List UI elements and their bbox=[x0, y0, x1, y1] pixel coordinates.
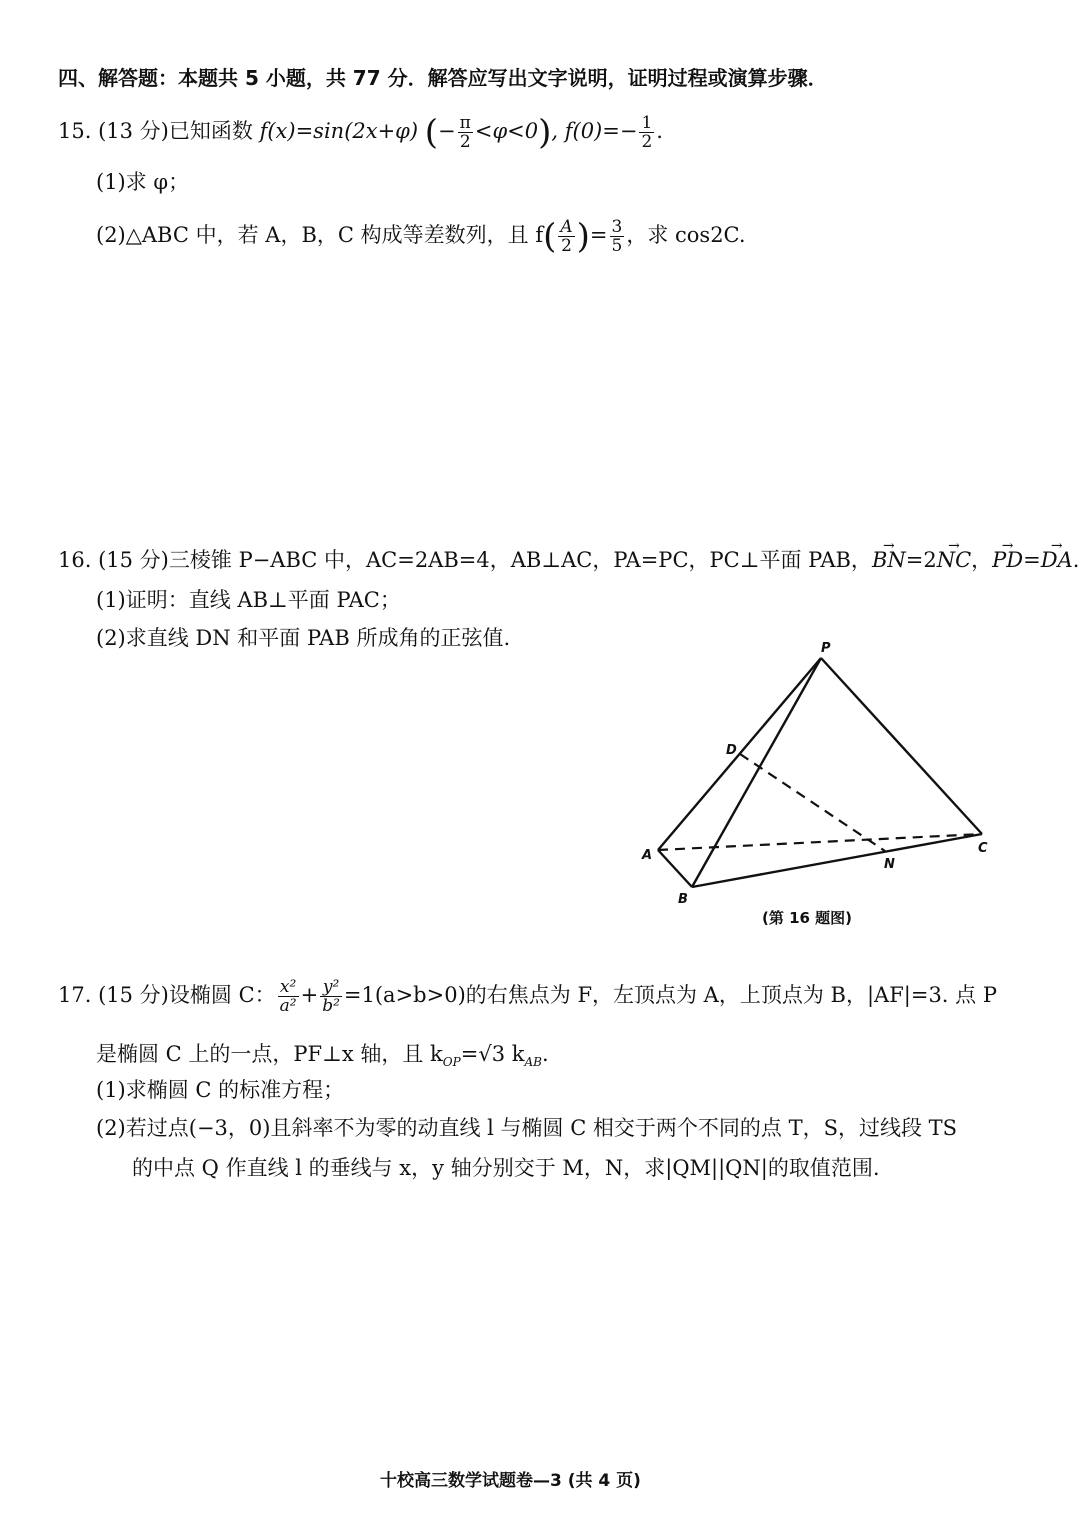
q16-part1: (1)证明：直线 AB⊥平面 PAC； bbox=[96, 588, 401, 612]
section-header: 四、解答题：本题共 5 小题，共 77 分．解答应写出文字说明，证明过程或演算步骤． bbox=[58, 66, 828, 90]
q15-stem-prefix: 已知函数 bbox=[168, 119, 253, 143]
q15-end: . bbox=[656, 119, 663, 143]
edge-pb bbox=[692, 658, 821, 887]
q16-part2: (2)求直线 DN 和平面 PAB 所成角的正弦值. bbox=[96, 626, 511, 650]
q17-plus: + bbox=[300, 983, 319, 1007]
q17-line2-end: . bbox=[541, 1042, 549, 1066]
q15-part2: (2)△ABC 中，若 A，B，C 构成等差数列，且 f( $\frac{A}{2}$ )= $\frac{3}{5}$ ，求 cos2C. bbox=[96, 216, 746, 257]
q16-points: (15 分) bbox=[98, 548, 169, 572]
q15-cond-left: − bbox=[438, 119, 456, 143]
edge-pa bbox=[658, 658, 821, 850]
q16-end: . bbox=[1072, 548, 1080, 572]
vector-pd: → PD bbox=[992, 546, 1023, 574]
q15-part2-suffix: ，求 cos2C. bbox=[626, 223, 746, 247]
q17-part1: (1)求椭圆 C 的标准方程； bbox=[96, 1078, 345, 1102]
label-c: C bbox=[978, 841, 988, 856]
q17-eq-sqrt: =√3 k bbox=[460, 1042, 525, 1066]
q15-part2-paren-close: ) bbox=[576, 216, 590, 257]
q15-frac-a2: $\frac{A}{2}$ bbox=[560, 217, 573, 256]
label-d: D bbox=[726, 743, 737, 758]
vector-da: → DA bbox=[1041, 546, 1073, 574]
label-b: B bbox=[678, 892, 688, 907]
vector-nc: → NC bbox=[937, 546, 971, 574]
q16-comma: ， bbox=[971, 548, 993, 572]
q15-stem bbox=[58, 114, 663, 151]
q17-line2-text: 是椭圆 C 上的一点，PF⊥x 轴，且 k bbox=[96, 1042, 443, 1066]
q15-points: (13 分) bbox=[98, 119, 169, 143]
segment-dn-hidden bbox=[740, 754, 885, 851]
q17-part2-line1: (2)若过点(−3，0)且斜率不为零的动直线 l 与椭圆 C 相交于两个不同的点 T，S，过线段 TS bbox=[96, 1116, 958, 1140]
edge-ab bbox=[658, 850, 692, 887]
label-p: P bbox=[821, 641, 831, 656]
q15-frac-pi2: $\frac{\pi}{2}$ bbox=[459, 113, 471, 152]
q17-frac-x: $\frac{\text{x²}}{\text{a²}}$ bbox=[279, 977, 297, 1016]
q17-sub-ab: AB bbox=[524, 1055, 542, 1070]
q16-eq1: =2 bbox=[905, 548, 937, 572]
q15-frac-35: $\frac{3}{5}$ bbox=[611, 217, 623, 256]
q15-paren-open: ( bbox=[424, 112, 439, 153]
q16-number: 16. bbox=[58, 548, 92, 572]
vector-bn: → BN bbox=[872, 546, 906, 574]
q15-part2-prefix: (2)△ABC 中，若 A，B，C 构成等差数列，且 f bbox=[96, 223, 544, 247]
q17-number: 17. bbox=[58, 983, 92, 1007]
q17-points: (15 分) bbox=[98, 983, 169, 1007]
q17-stem-suffix: =1(a>b>0)的右焦点为 F，左顶点为 A，上顶点为 B，|AF|=3. 点 P bbox=[343, 983, 997, 1007]
q15-cond-right: <φ<0 bbox=[474, 119, 539, 143]
label-n: N bbox=[884, 857, 895, 872]
q15-f0: , f(0)=− bbox=[551, 119, 638, 143]
q16-stem bbox=[58, 546, 1079, 574]
q16-figure bbox=[630, 630, 1010, 920]
q16-eq2: = bbox=[1023, 548, 1041, 572]
q15-paren-close: ) bbox=[538, 112, 552, 153]
page-footer: 十校高三数学试题卷—3 (共 4 页) bbox=[380, 1471, 641, 1491]
q15-function: f(x)=sin(2x+φ) bbox=[259, 119, 419, 143]
q15-part2-paren-open: ( bbox=[543, 216, 557, 257]
q17-line2 bbox=[96, 1040, 549, 1076]
q17-frac-y: $\frac{\text{y²}}{\text{b²}}$ bbox=[322, 977, 340, 1016]
q15-frac-half: $\frac{1}{2}$ bbox=[641, 113, 653, 152]
q17-stem bbox=[58, 978, 997, 1015]
q17-sub-op: OP bbox=[442, 1055, 461, 1070]
q15-number: 15. bbox=[58, 119, 92, 143]
label-a: A bbox=[642, 848, 653, 863]
q17-part2-line2: 的中点 Q 作直线 l 的垂线与 x，y 轴分别交于 M，N，求|QM||QN|的取值范围. bbox=[132, 1156, 880, 1180]
figure-caption: (第 16 题图) bbox=[762, 909, 853, 927]
edge-pc bbox=[821, 658, 982, 834]
q16-stem-text: 三棱锥 P−ABC 中，AC=2AB=4，AB⊥AC，PA=PC，PC⊥平面 PAB， bbox=[168, 548, 872, 572]
q17-stem-prefix: 设椭圆 C： bbox=[168, 983, 276, 1007]
q15-part1: (1)求 φ； bbox=[96, 170, 190, 194]
